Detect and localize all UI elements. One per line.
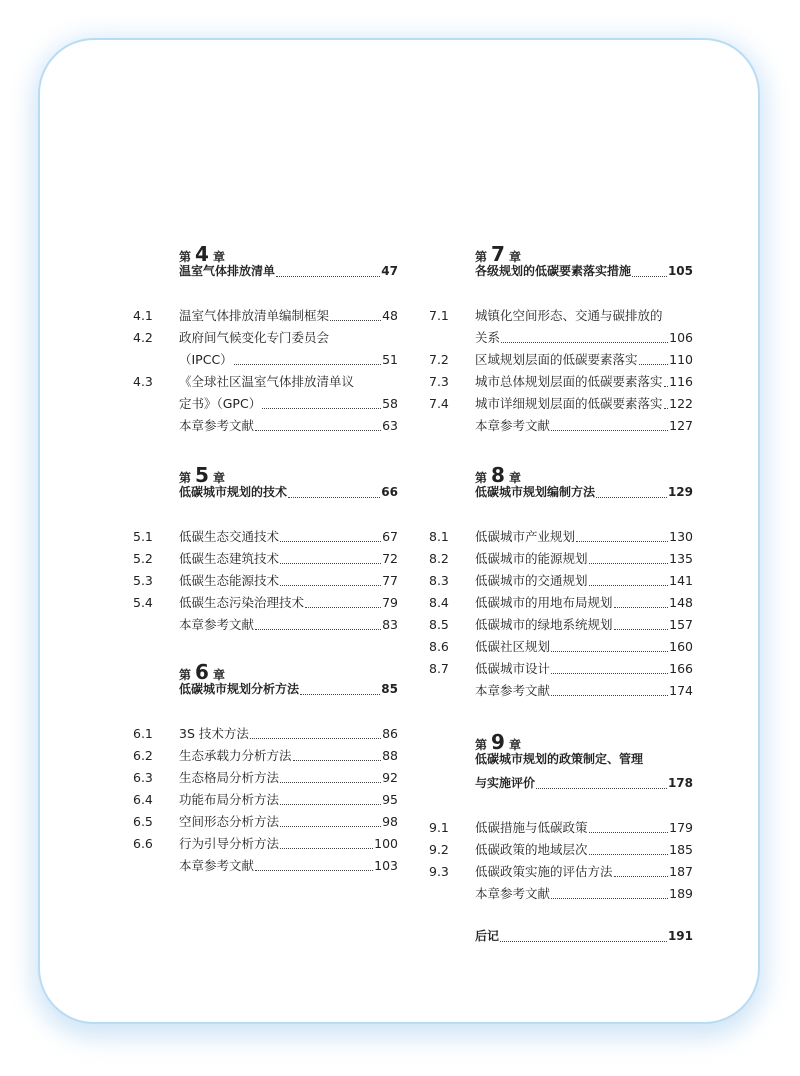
page-number: 179 xyxy=(669,820,693,835)
entry-title: 行为引导分析方法 xyxy=(179,836,280,851)
entry-title: 本章参考文献 xyxy=(475,418,551,433)
toc-entry[interactable] xyxy=(429,483,693,503)
page-number: 130 xyxy=(669,529,693,544)
dot-leader xyxy=(614,607,669,608)
chapter-prefix: 第 xyxy=(475,250,488,264)
page-number: 51 xyxy=(382,352,398,367)
entry-title: 低碳生态交通技术 xyxy=(179,529,280,544)
page-number: 166 xyxy=(669,661,693,676)
page-number: 67 xyxy=(382,529,398,544)
dot-leader xyxy=(293,760,382,761)
entry-title: 生态承载力分析方法 xyxy=(179,748,292,763)
page-number: 72 xyxy=(382,551,398,566)
chapter-prefix: 第 xyxy=(475,471,488,485)
page-number: 189 xyxy=(669,886,693,901)
section-number: 6.5 xyxy=(133,814,153,829)
dot-leader xyxy=(255,430,381,431)
toc-entry[interactable] xyxy=(133,571,398,591)
toc-entry[interactable] xyxy=(429,637,693,657)
entry-title: 城市详细规划层面的低碳要素落实 xyxy=(475,396,663,411)
entry-title: 低碳生态污染治理技术 xyxy=(179,595,305,610)
page-number: 106 xyxy=(669,330,693,345)
toc-entry[interactable] xyxy=(133,768,398,788)
dot-leader xyxy=(250,738,381,739)
toc-entry[interactable] xyxy=(133,527,398,547)
page-number: 83 xyxy=(382,617,398,632)
toc-entry[interactable] xyxy=(429,372,693,392)
dot-leader xyxy=(255,629,381,630)
page-number: 135 xyxy=(669,551,693,566)
section-number: 8.3 xyxy=(429,573,449,588)
entry-title: 低碳城市产业规划 xyxy=(475,529,576,544)
toc-entry[interactable] xyxy=(429,306,693,326)
entry-title: 功能布局分析方法 xyxy=(179,792,280,807)
page-number: 191 xyxy=(667,929,693,943)
entry-title: 城镇化空间形态、交通与碳排放的 xyxy=(475,308,663,323)
dot-leader xyxy=(280,585,381,586)
section-number: 9.2 xyxy=(429,842,449,857)
section-number: 5.4 xyxy=(133,595,153,610)
page-number: 110 xyxy=(669,352,693,367)
dot-leader xyxy=(632,276,667,277)
entry-title: 定书》（GPC） xyxy=(179,396,262,411)
dot-leader xyxy=(305,607,381,608)
dot-leader xyxy=(589,585,669,586)
entry-title: 低碳城市的交通规划 xyxy=(475,573,588,588)
entry-title: 低碳政策的地域层次 xyxy=(475,842,588,857)
entry-title: 生态格局分析方法 xyxy=(179,770,280,785)
toc-entry[interactable] xyxy=(429,527,693,547)
toc-entry[interactable] xyxy=(133,593,398,613)
dot-leader xyxy=(596,497,667,498)
dot-leader xyxy=(280,826,381,827)
section-number: 7.1 xyxy=(429,308,449,323)
chapter-suffix: 章 xyxy=(508,250,521,264)
section-number: 6.3 xyxy=(133,770,153,785)
toc-entry[interactable] xyxy=(429,549,693,569)
page-number: 95 xyxy=(382,792,398,807)
entry-title: 本章参考文献 xyxy=(179,858,255,873)
page-number: 47 xyxy=(381,264,398,278)
chapter-suffix: 章 xyxy=(212,250,225,264)
dot-leader xyxy=(280,804,381,805)
toc-entry[interactable] xyxy=(429,328,693,348)
page-number: 85 xyxy=(381,682,398,696)
section-number: 5.1 xyxy=(133,529,153,544)
page-number: 103 xyxy=(374,858,398,873)
toc-entry[interactable] xyxy=(133,834,398,854)
page-number: 157 xyxy=(669,617,693,632)
dot-leader xyxy=(280,782,381,783)
dot-leader xyxy=(614,876,669,877)
section-number: 4.1 xyxy=(133,308,153,323)
dot-leader xyxy=(536,788,667,789)
page-number: 100 xyxy=(374,836,398,851)
entry-title: 政府间气候变化专门委员会 xyxy=(179,330,330,345)
chapter-number: 9 xyxy=(491,730,505,754)
section-number: 9.3 xyxy=(429,864,449,879)
page-number: 116 xyxy=(669,374,693,389)
page-number: 160 xyxy=(669,639,693,654)
toc-entry[interactable] xyxy=(133,394,398,414)
chapter-suffix: 章 xyxy=(508,738,521,752)
toc-entry[interactable] xyxy=(133,724,398,744)
page-number: 127 xyxy=(669,418,693,433)
chapter-prefix: 第 xyxy=(179,668,192,682)
section-number: 8.4 xyxy=(429,595,449,610)
toc-entry[interactable] xyxy=(133,549,398,569)
toc-entry[interactable] xyxy=(429,593,693,613)
dot-leader xyxy=(664,408,669,409)
entry-title: 低碳社区规划 xyxy=(475,639,551,654)
entry-title: 《全球社区温室气体排放清单议 xyxy=(179,374,355,389)
toc-entry[interactable] xyxy=(429,571,693,591)
entry-title: 低碳城市的能源规划 xyxy=(475,551,588,566)
dot-leader xyxy=(551,673,668,674)
page-number: 88 xyxy=(382,748,398,763)
toc-entry xyxy=(429,750,693,770)
toc-entry[interactable] xyxy=(429,416,693,436)
toc-entry[interactable] xyxy=(429,659,693,679)
toc-entry[interactable] xyxy=(429,615,693,635)
entry-title: 空间形态分析方法 xyxy=(179,814,280,829)
entry-title: 低碳城市的用地布局规划 xyxy=(475,595,613,610)
section-number: 8.6 xyxy=(429,639,449,654)
toc-entry[interactable] xyxy=(429,818,693,838)
page-number: 174 xyxy=(669,683,693,698)
entry-title: 本章参考文献 xyxy=(475,683,551,698)
dot-leader xyxy=(280,848,373,849)
page-number: 66 xyxy=(381,485,398,499)
dot-leader xyxy=(330,320,381,321)
dot-leader xyxy=(551,898,668,899)
chapter-prefix: 第 xyxy=(179,250,192,264)
toc-entry[interactable] xyxy=(133,416,398,436)
dot-leader xyxy=(500,941,667,942)
entry-title: 温室气体排放清单 xyxy=(179,264,276,278)
toc-entry[interactable] xyxy=(429,774,693,794)
toc-entry[interactable] xyxy=(429,394,693,414)
entry-title: 各级规划的低碳要素落实措施 xyxy=(475,264,632,278)
entry-title: 低碳城市规划的政策制定、管理 xyxy=(475,752,644,766)
toc-entry[interactable] xyxy=(133,812,398,832)
toc-entry[interactable] xyxy=(133,483,398,503)
chapter-number: 8 xyxy=(491,463,505,487)
dot-leader xyxy=(639,364,669,365)
section-number: 5.2 xyxy=(133,551,153,566)
section-number: 9.1 xyxy=(429,820,449,835)
page-number: 63 xyxy=(382,418,398,433)
toc-entry[interactable] xyxy=(133,328,398,348)
dot-leader xyxy=(280,541,381,542)
page-number: 187 xyxy=(669,864,693,879)
toc-entry[interactable] xyxy=(429,862,693,882)
section-number: 6.4 xyxy=(133,792,153,807)
page-number: 129 xyxy=(667,485,693,499)
entry-title: 温室气体排放清单编制框架 xyxy=(179,308,330,323)
dot-leader xyxy=(262,408,381,409)
toc-entry[interactable] xyxy=(429,927,693,947)
dot-leader xyxy=(276,276,380,277)
toc-entry[interactable] xyxy=(133,262,398,282)
chapter-suffix: 章 xyxy=(212,471,225,485)
chapter-prefix: 第 xyxy=(475,738,488,752)
dot-leader xyxy=(614,629,669,630)
section-number: 8.5 xyxy=(429,617,449,632)
dot-leader xyxy=(234,364,381,365)
toc-entry[interactable] xyxy=(133,790,398,810)
page-number: 141 xyxy=(669,573,693,588)
entry-title: 低碳城市设计 xyxy=(475,661,551,676)
dot-leader xyxy=(255,870,373,871)
entry-title: 与实施评价 xyxy=(475,776,536,790)
entry-title: 关系 xyxy=(475,330,501,345)
chapter-number: 5 xyxy=(195,463,209,487)
entry-title: 本章参考文献 xyxy=(179,617,255,632)
section-number: 6.6 xyxy=(133,836,153,851)
chapter-suffix: 章 xyxy=(212,668,225,682)
entry-title: 城市总体规划层面的低碳要素落实 xyxy=(475,374,663,389)
toc-entry[interactable] xyxy=(429,681,693,701)
entry-title: 低碳城市规划编制方法 xyxy=(475,485,596,499)
entry-title: 低碳城市的绿地系统规划 xyxy=(475,617,613,632)
toc-entry[interactable] xyxy=(133,306,398,326)
dot-leader xyxy=(551,651,668,652)
page-number: 185 xyxy=(669,842,693,857)
section-number: 4.2 xyxy=(133,330,153,345)
page-number: 92 xyxy=(382,770,398,785)
toc-entry[interactable] xyxy=(429,262,693,282)
toc-entry[interactable] xyxy=(429,350,693,370)
entry-title: 低碳政策实施的评估方法 xyxy=(475,864,613,879)
section-number: 7.4 xyxy=(429,396,449,411)
toc-entry[interactable] xyxy=(133,372,398,392)
dot-leader xyxy=(589,563,669,564)
entry-title: 后记 xyxy=(475,929,500,943)
toc-entry[interactable] xyxy=(429,884,693,904)
page-number: 58 xyxy=(382,396,398,411)
entry-title: 低碳生态建筑技术 xyxy=(179,551,280,566)
chapter-prefix: 第 xyxy=(179,471,192,485)
dot-leader xyxy=(589,832,669,833)
section-number: 6.2 xyxy=(133,748,153,763)
section-number: 5.3 xyxy=(133,573,153,588)
dot-leader xyxy=(576,541,668,542)
entry-title: 低碳措施与低碳政策 xyxy=(475,820,588,835)
dot-leader xyxy=(280,563,381,564)
toc-entry[interactable] xyxy=(429,840,693,860)
toc-entry[interactable] xyxy=(133,746,398,766)
toc-entry[interactable] xyxy=(133,350,398,370)
section-number: 7.2 xyxy=(429,352,449,367)
entry-title: （IPCC） xyxy=(179,352,233,367)
page-number: 122 xyxy=(669,396,693,411)
entry-title: 3S 技术方法 xyxy=(179,726,249,741)
page-number: 77 xyxy=(382,573,398,588)
entry-title: 低碳生态能源技术 xyxy=(179,573,280,588)
section-number: 7.3 xyxy=(429,374,449,389)
page-number: 48 xyxy=(382,308,398,323)
page-number: 98 xyxy=(382,814,398,829)
section-number: 4.3 xyxy=(133,374,153,389)
chapter-suffix: 章 xyxy=(508,471,521,485)
dot-leader xyxy=(501,342,668,343)
chapter-number: 7 xyxy=(491,242,505,266)
page-number: 148 xyxy=(669,595,693,610)
dot-leader xyxy=(551,430,668,431)
section-number: 8.2 xyxy=(429,551,449,566)
dot-leader xyxy=(589,854,669,855)
page-number: 178 xyxy=(667,776,693,790)
page-number: 105 xyxy=(667,264,693,278)
dot-leader xyxy=(664,386,669,387)
entry-title: 本章参考文献 xyxy=(475,886,551,901)
dot-leader xyxy=(300,694,380,695)
section-number: 8.1 xyxy=(429,529,449,544)
entry-title: 低碳城市规划分析方法 xyxy=(179,682,300,696)
section-number: 8.7 xyxy=(429,661,449,676)
toc-entry[interactable] xyxy=(133,856,398,876)
page-number: 79 xyxy=(382,595,398,610)
entry-title: 区域规划层面的低碳要素落实 xyxy=(475,352,638,367)
dot-leader xyxy=(551,695,668,696)
section-number: 6.1 xyxy=(133,726,153,741)
entry-title: 本章参考文献 xyxy=(179,418,255,433)
entry-title: 低碳城市规划的技术 xyxy=(179,485,288,499)
toc-entry[interactable] xyxy=(133,615,398,635)
dot-leader xyxy=(288,497,380,498)
chapter-number: 4 xyxy=(195,242,209,266)
chapter-number: 6 xyxy=(195,660,209,684)
page-number: 86 xyxy=(382,726,398,741)
toc-entry[interactable] xyxy=(133,680,398,700)
